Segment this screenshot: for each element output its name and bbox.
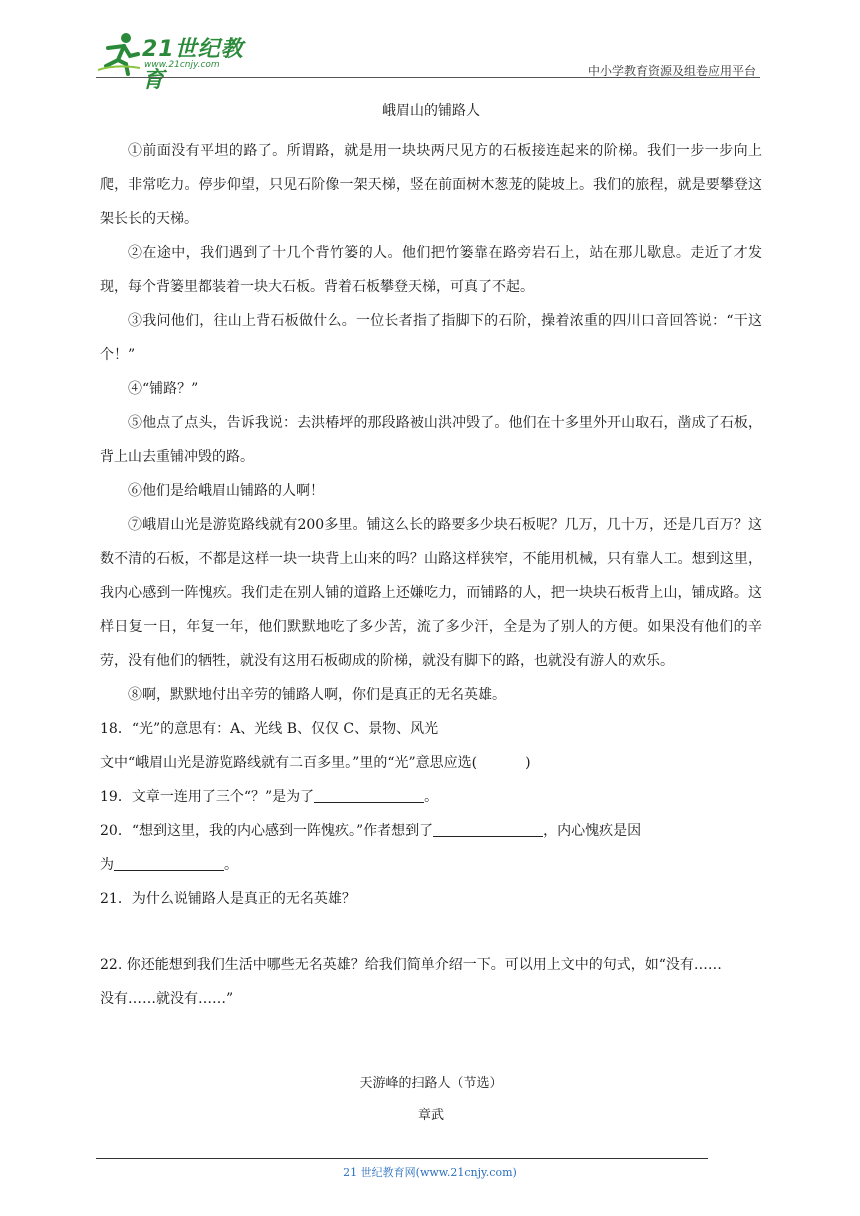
question-18-close: )	[525, 755, 531, 771]
platform-name: 中小学教育资源及组卷应用平台	[587, 64, 756, 78]
question-22-line1: 22. 你还能想到我们生活中哪些无名英雄？给我们简单介绍一下。可以用上文中的句式，如“没有……	[100, 957, 722, 973]
article-title: 峨眉山的铺路人	[382, 103, 480, 119]
paragraph-7: ⑦峨眉山光是游览路线就有200多里。铺这么长的路要多少块石板呢？几万，几十万，还是几百万？这数不清的石板，不都是这样一块一块背上山来的吗？山路这样狭窄，不能用机械，只有靠人工。想到这里，我内心感到一阵愧疚。我们走在别人铺的道路上还嫌吃力，而铺路的人，把一块块石板背上山，铺成路。这样日复一日，年复一年，他们默默地吃了多少苦，流了多少汗，全是为了别人的方便。如果没有他们的辛劳，没有他们的牺牲，就没有这用石板砌成的阶梯，就没有脚下的路，也就没有游人的欢乐。	[100, 517, 762, 669]
question-20-wei: 为	[100, 857, 114, 873]
answer-space-22[interactable]	[100, 1016, 762, 1068]
answer-blank-20a[interactable]	[433, 820, 543, 837]
question-18-options: 18．“光”的意思有：A、光线 B、仅仅 C、景物、风光	[100, 721, 439, 737]
question-20-text: 20．“想到这里，我的内心感到一阵愧疚。”作者想到了	[100, 823, 434, 839]
question-18-text: 文中“峨眉山光是游览路线就有二百多里。”里的“光”意思应选(	[100, 755, 478, 771]
paragraph-6: ⑥他们是给峨眉山铺路的人啊！	[128, 483, 324, 499]
logo-text: 21世纪教育	[142, 37, 244, 93]
question-21: 21．为什么说铺路人是真正的无名英雄？	[100, 891, 356, 907]
paragraph-4: ④“铺路？”	[128, 381, 199, 397]
document-body	[100, 100, 762, 1132]
brand-logo	[96, 30, 266, 93]
answer-blank-19[interactable]	[314, 786, 424, 803]
paragraph-3: ③我问他们，往山上背石板做什么。一位长者指了指脚下的石阶，操着浓重的四川口音回答说：“干这个！”	[100, 313, 762, 363]
page-header	[96, 30, 760, 93]
article2-title: 天游峰的扫路人（节选）	[359, 1076, 503, 1091]
question-19-text: 19．文章一连用了三个“？”是为了	[100, 789, 315, 805]
header-divider	[96, 77, 760, 78]
question-20-cont	[100, 848, 762, 882]
paragraph-2: ②在途中，我们遇到了十几个背竹篓的人。他们把竹篓靠在路旁岩石上，站在那儿歇息。走近了才发现，每个背篓里都装着一块大石板。背着石板攀登天梯，可真了不起。	[100, 245, 762, 295]
answer-blank-20b[interactable]	[114, 854, 224, 871]
paragraph-1: ①前面没有平坦的路了。所谓路，就是用一块块两尺见方的石板接连起来的阶梯。我们一步一步向上爬，非常吃力。停步仰望，只见石阶像一架天梯，竖在前面树木葱茏的陡坡上。我们的旅程，就是要攀登这架长长的天梯。	[100, 143, 762, 227]
runner-icon	[96, 30, 142, 76]
answer-space-21[interactable]	[100, 916, 762, 948]
footer-divider	[96, 1158, 708, 1159]
footer-link[interactable]: 21 世纪教育网(www.21cnjy.com)	[343, 1166, 517, 1179]
article2-author: 章武	[417, 1108, 444, 1123]
question-22-line2: 没有……就没有……”	[100, 991, 234, 1007]
question-20	[100, 814, 762, 848]
logo-url: www.21cnjy.com	[144, 60, 220, 70]
question-20-end: 。	[224, 857, 238, 873]
question-18-prompt	[100, 746, 762, 780]
question-19	[100, 780, 762, 814]
question-19-end: 。	[424, 789, 439, 805]
question-20-mid: ，内心愧疚是因	[543, 823, 642, 839]
paragraph-5: ⑤他点了点头，告诉我说：去洪椿坪的那段路被山洪冲毁了。他们在十多里外开山取石，凿成了石板，背上山去重铺冲毁的路。	[100, 415, 762, 465]
paragraph-8: ⑧啊，默默地付出辛劳的铺路人啊，你们是真正的无名英雄。	[128, 687, 506, 703]
